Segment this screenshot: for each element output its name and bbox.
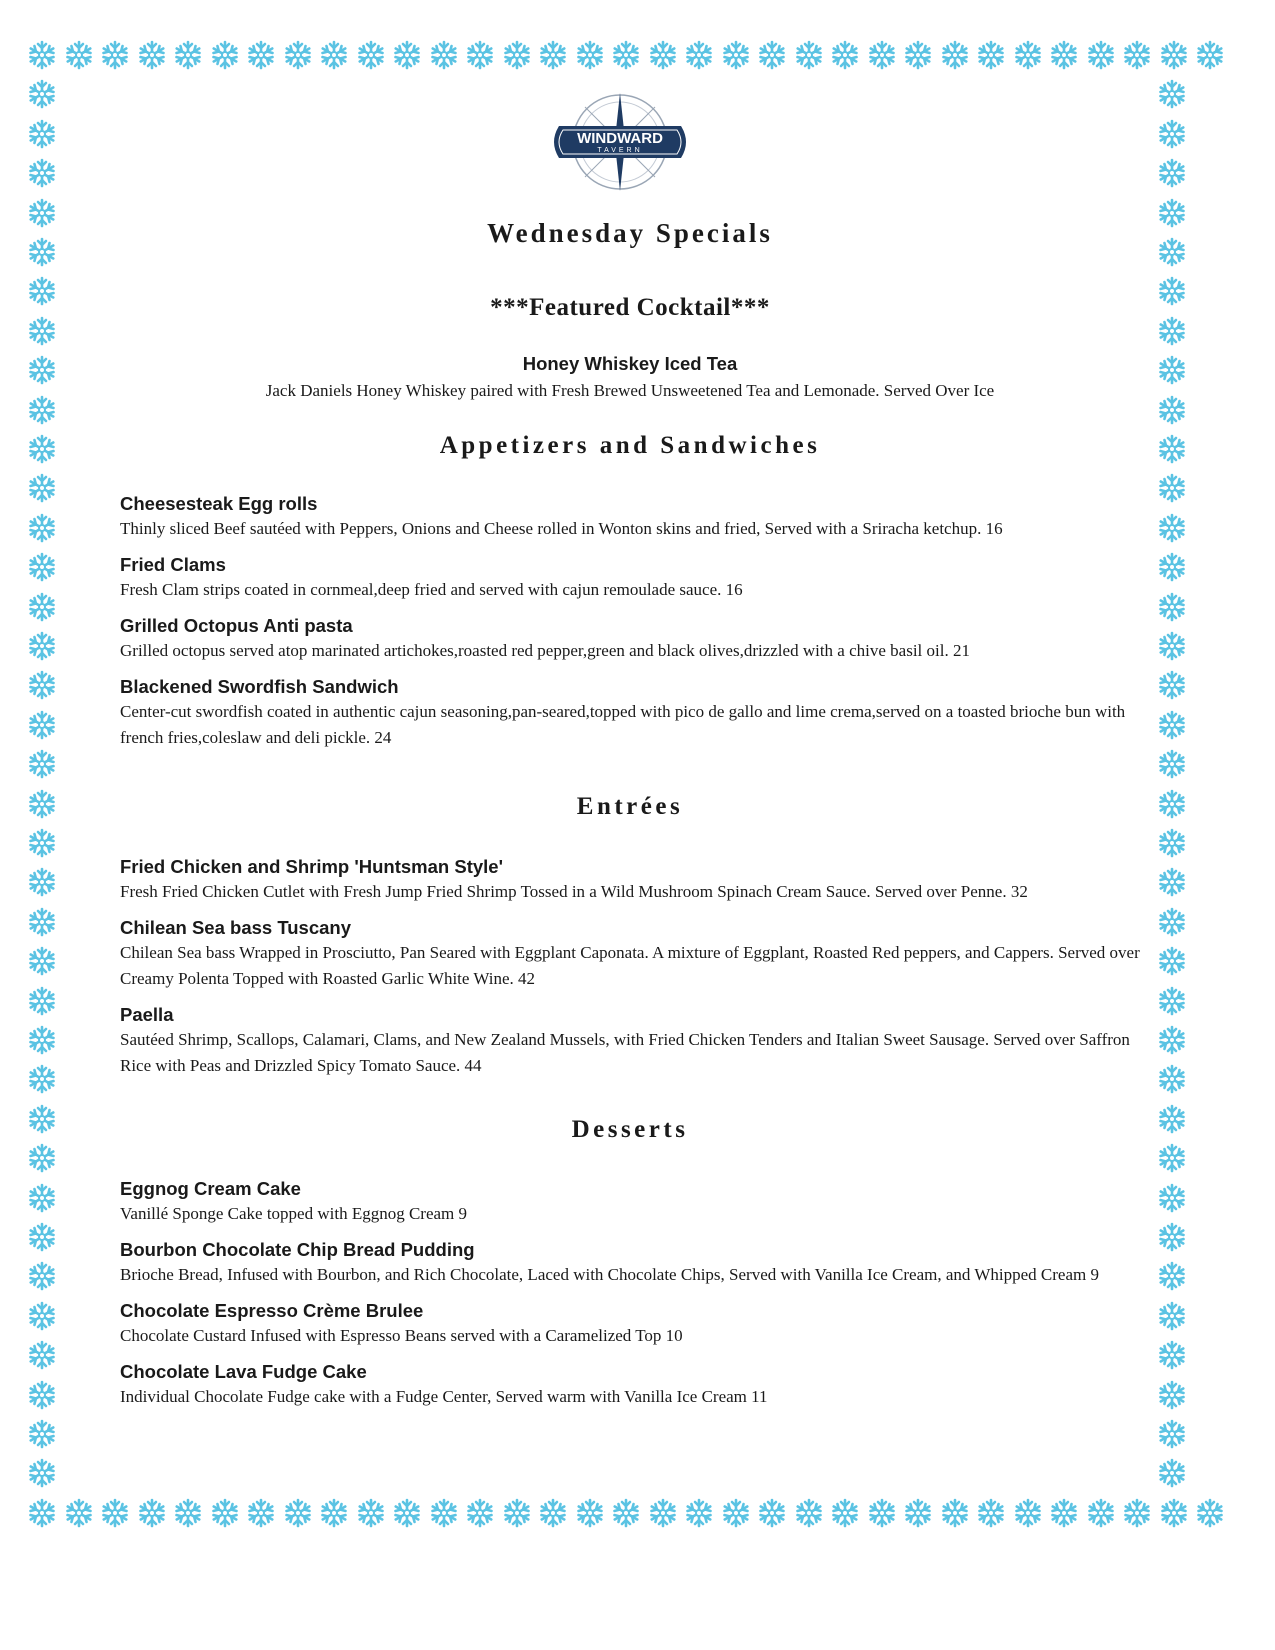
snowflake-icon xyxy=(465,1498,495,1528)
snowflake-icon xyxy=(27,670,57,700)
snowflake-icon xyxy=(27,789,57,819)
snowflake-icon xyxy=(867,40,897,70)
snowflake-icon xyxy=(64,1498,94,1528)
snowflake-icon xyxy=(721,40,751,70)
snowflake-icon xyxy=(684,1498,714,1528)
snowflake-icon xyxy=(1159,40,1189,70)
snowflake-icon xyxy=(27,237,57,267)
snowflake-icon xyxy=(283,1498,313,1528)
snowflake-icon xyxy=(27,1025,57,1055)
snowflake-icon xyxy=(903,40,933,70)
snowflake-icon xyxy=(1157,513,1187,543)
menu-item-name: Eggnog Cream Cake xyxy=(120,1178,301,1199)
windward-tavern-logo xyxy=(545,90,695,195)
menu-item xyxy=(120,614,1140,664)
menu-item-name: Bourbon Chocolate Chip Bread Pudding xyxy=(120,1239,475,1260)
snowflake-icon xyxy=(1157,670,1187,700)
snowflake-icon xyxy=(1157,395,1187,425)
snowflake-icon xyxy=(1157,986,1187,1016)
menu-item-description: Chilean Sea bass Wrapped in Prosciutto, Pan Seared with Eggplant Caponata. A mixture of Eggplant, Roasted Red peppers, and Cappers. Served over Creamy Polenta Topped with Roasted Garlic White Wine. 42 xyxy=(120,943,1140,988)
snowflake-icon xyxy=(940,1498,970,1528)
snowflake-icon xyxy=(27,986,57,1016)
snowflake-icon xyxy=(721,1498,751,1528)
menu-item-name: Chilean Sea bass Tuscany xyxy=(120,917,352,938)
snowflake-icon xyxy=(1157,1183,1187,1213)
snowflake-icon xyxy=(27,631,57,661)
snowflake-icon xyxy=(173,1498,203,1528)
menu-item-description: Grilled octopus served atop marinated artichokes,roasted red pepper,green and black olives,drizzled with a chive basil oil. 21 xyxy=(120,641,970,660)
snowflake-icon xyxy=(1013,1498,1043,1528)
snowflake-icon xyxy=(1122,1498,1152,1528)
snowflake-icon xyxy=(27,710,57,740)
snowflake-icon xyxy=(27,828,57,858)
snowflake-icon xyxy=(27,1380,57,1410)
menu-item-description: Brioche Bread, Infused with Bourbon, and Rich Chocolate, Laced with Chocolate Chips, Served with Vanilla Ice Cream, and Whipped Cream 9 xyxy=(120,1265,1099,1284)
snowflake-icon xyxy=(1013,40,1043,70)
snowflake-icon xyxy=(27,395,57,425)
snowflake-icon xyxy=(867,1498,897,1528)
menu-item xyxy=(120,1177,1140,1227)
section-title-appetizers: Appetizers and Sandwiches xyxy=(439,432,821,459)
menu-item xyxy=(120,916,1140,992)
menu-item-description: Center-cut swordfish coated in authentic cajun seasoning,pan-seared,topped with pico de gallo and lime crema,served on a toasted brioche bun with french fries,coleslaw and deli pickle. 24 xyxy=(120,702,1126,747)
menu-item xyxy=(120,1299,1140,1349)
snowflake-icon xyxy=(1086,1498,1116,1528)
snowflake-icon xyxy=(1157,946,1187,976)
logo-line-1: WINDWARD xyxy=(577,130,663,147)
snowflake-icon xyxy=(27,316,57,346)
snowflake-icon xyxy=(27,158,57,188)
menu-item xyxy=(120,553,1140,603)
snowflake-icon xyxy=(1157,158,1187,188)
menu-item xyxy=(120,1360,1140,1410)
snowflake-icon xyxy=(1157,907,1187,937)
snowflake-icon xyxy=(27,79,57,109)
snowflake-icon xyxy=(64,40,94,70)
snowflake-icon xyxy=(27,434,57,464)
snowflake-icon xyxy=(1157,828,1187,858)
snowflake-icon xyxy=(575,1498,605,1528)
menu-item xyxy=(120,855,1140,905)
snowflake-icon xyxy=(283,40,313,70)
snowflake-icon xyxy=(100,1498,130,1528)
snowflake-icon xyxy=(27,907,57,937)
snowflake-icon xyxy=(210,1498,240,1528)
snowflake-icon xyxy=(27,119,57,149)
snowflake-icon xyxy=(356,40,386,70)
snowflake-icon xyxy=(1086,40,1116,70)
snowflake-icon xyxy=(27,1498,57,1528)
snowflake-icon xyxy=(1049,40,1079,70)
snowflake-icon xyxy=(137,40,167,70)
snowflake-icon xyxy=(27,1458,57,1488)
snowflake-icon xyxy=(429,40,459,70)
appetizers-list xyxy=(120,492,1140,762)
snowflake-icon xyxy=(1157,1104,1187,1134)
snowflake-icon xyxy=(1157,79,1187,109)
snowflake-icon xyxy=(1049,1498,1079,1528)
snowflake-icon xyxy=(27,198,57,228)
snowflake-icon xyxy=(611,40,641,70)
snowflake-icon xyxy=(319,40,349,70)
snowflake-icon xyxy=(246,1498,276,1528)
menu-item xyxy=(120,675,1140,751)
snowflake-icon xyxy=(27,592,57,622)
snowflake-icon xyxy=(976,1498,1006,1528)
snowflake-icon xyxy=(27,276,57,306)
menu-item-description: Individual Chocolate Fudge cake with a Fudge Center, Served warm with Vanilla Ice Cream 11 xyxy=(120,1387,768,1406)
snowflake-icon xyxy=(27,946,57,976)
snowflake-icon xyxy=(27,1222,57,1252)
snowflake-icon xyxy=(1157,1340,1187,1370)
snowflake-icon xyxy=(27,1143,57,1173)
snowflake-icon xyxy=(830,1498,860,1528)
menu-item-name: Blackened Swordfish Sandwich xyxy=(120,676,399,697)
snowflake-icon xyxy=(757,1498,787,1528)
snowflake-icon xyxy=(1157,473,1187,503)
snowflake-icon xyxy=(794,1498,824,1528)
snowflake-icon xyxy=(757,40,787,70)
snowflake-icon xyxy=(210,40,240,70)
snowflake-icon xyxy=(1157,1064,1187,1094)
snowflake-icon xyxy=(137,1498,167,1528)
menu-item-description: Chocolate Custard Infused with Espresso Beans served with a Caramelized Top 10 xyxy=(120,1326,683,1345)
snowflake-icon xyxy=(27,40,57,70)
menu-item-description: Fresh Fried Chicken Cutlet with Fresh Jump Fried Shrimp Tossed in a Wild Mushroom Spinach Cream Sauce. Served over Penne. 32 xyxy=(120,882,1028,901)
snowflake-icon xyxy=(1159,1498,1189,1528)
snowflake-icon xyxy=(538,1498,568,1528)
snowflake-icon xyxy=(1157,198,1187,228)
snowflake-icon xyxy=(246,40,276,70)
snowflake-icon xyxy=(1157,1025,1187,1055)
snowflake-icon xyxy=(27,1261,57,1291)
snowflake-icon xyxy=(794,40,824,70)
featured-cocktail-heading: ***Featured Cocktail*** xyxy=(490,294,770,321)
snowflake-icon xyxy=(1122,40,1152,70)
snowflake-icon xyxy=(1157,1143,1187,1173)
snowflake-icon xyxy=(27,355,57,385)
snowflake-icon xyxy=(648,1498,678,1528)
snowflake-icon xyxy=(27,749,57,779)
snowflake-icon xyxy=(27,552,57,582)
menu-item-description: Sautéed Shrimp, Scallops, Calamari, Clams, and New Zealand Mussels, with Fried Chicken Tenders and Italian Sweet Sausage. Served over Saffron Rice with Peas and Drizzled Spicy Tomato Sauce. 44 xyxy=(120,1030,1130,1075)
menu-item-name: Chocolate Lava Fudge Cake xyxy=(120,1361,367,1382)
snowflake-icon xyxy=(27,867,57,897)
snowflake-icon xyxy=(1157,631,1187,661)
menu-item-name: Paella xyxy=(120,1004,174,1025)
snowflake-icon xyxy=(100,40,130,70)
snowflake-icon xyxy=(648,40,678,70)
snowflake-icon xyxy=(27,1301,57,1331)
snowflake-icon xyxy=(27,1183,57,1213)
snowflake-icon xyxy=(1157,1261,1187,1291)
page-title: Wednesday Specials xyxy=(487,218,773,248)
snowflake-icon xyxy=(1157,276,1187,306)
snowflake-icon xyxy=(27,1104,57,1134)
snowflake-icon xyxy=(1157,1458,1187,1488)
snowflake-icon xyxy=(1157,1301,1187,1331)
snowflake-icon xyxy=(1157,1419,1187,1449)
menu-item-name: Chocolate Espresso Crème Brulee xyxy=(120,1300,424,1321)
snowflake-icon xyxy=(27,1340,57,1370)
snowflake-icon xyxy=(903,1498,933,1528)
snowflake-icon xyxy=(1157,237,1187,267)
snowflake-icon xyxy=(27,513,57,543)
snowflake-icon xyxy=(27,1419,57,1449)
snowflake-icon xyxy=(465,40,495,70)
snowflake-icon xyxy=(575,40,605,70)
snowflake-icon xyxy=(1157,1380,1187,1410)
snowflake-icon xyxy=(1157,867,1187,897)
menu-item-name: Cheesesteak Egg rolls xyxy=(120,493,318,514)
snowflake-icon xyxy=(27,473,57,503)
menu-item-description: Fresh Clam strips coated in cornmeal,deep fried and served with cajun remoulade sauce. 16 xyxy=(120,580,743,599)
snowflake-icon xyxy=(173,40,203,70)
desserts-list xyxy=(120,1177,1140,1421)
menu-item-description: Thinly sliced Beef sautéed with Peppers, Onions and Cheese rolled in Wonton skins and fried, Served with a Sriracha ketchup. 16 xyxy=(120,519,1003,538)
snowflake-icon xyxy=(319,1498,349,1528)
snowflake-icon xyxy=(1157,789,1187,819)
snowflake-icon xyxy=(684,40,714,70)
snowflake-icon xyxy=(1157,1222,1187,1252)
snowflake-icon xyxy=(502,1498,532,1528)
snowflake-icon xyxy=(502,40,532,70)
snowflake-icon xyxy=(976,40,1006,70)
snowflake-icon xyxy=(1157,434,1187,464)
menu-item xyxy=(120,1238,1140,1288)
snowflake-icon xyxy=(1157,592,1187,622)
snowflake-icon xyxy=(429,1498,459,1528)
snowflake-icon xyxy=(1157,119,1187,149)
snowflake-icon xyxy=(830,40,860,70)
menu-item-name: Grilled Octopus Anti pasta xyxy=(120,615,353,636)
snowflake-icon xyxy=(1157,710,1187,740)
snowflake-icon xyxy=(1157,749,1187,779)
featured-cocktail-name: Honey Whiskey Iced Tea xyxy=(522,353,738,374)
entrees-list xyxy=(120,855,1140,1090)
snowflake-icon xyxy=(27,1064,57,1094)
menu-item xyxy=(120,1003,1140,1079)
menu-item xyxy=(120,492,1140,542)
snowflake-icon xyxy=(1195,1498,1225,1528)
snowflake-icon xyxy=(1157,316,1187,346)
snowflake-icon xyxy=(538,40,568,70)
menu-item-name: Fried Clams xyxy=(120,554,226,575)
snowflake-icon xyxy=(611,1498,641,1528)
featured-cocktail-description: Jack Daniels Honey Whiskey paired with Fresh Brewed Unsweetened Tea and Lemonade. Served Over Ice xyxy=(265,381,995,400)
snowflake-icon xyxy=(356,1498,386,1528)
menu-item-name: Fried Chicken and Shrimp 'Huntsman Style' xyxy=(120,856,503,877)
snowflake-icon xyxy=(940,40,970,70)
snowflake-icon xyxy=(1195,40,1225,70)
snowflake-icon xyxy=(392,1498,422,1528)
section-title-entrees: Entrées xyxy=(576,793,684,820)
snowflake-icon xyxy=(392,40,422,70)
section-title-desserts: Desserts xyxy=(571,1116,689,1143)
menu-item-description: Vanillé Sponge Cake topped with Eggnog Cream 9 xyxy=(120,1204,468,1223)
snowflake-icon xyxy=(1157,552,1187,582)
snowflake-icon xyxy=(1157,355,1187,385)
logo-line-2: TAVERN xyxy=(597,147,643,154)
